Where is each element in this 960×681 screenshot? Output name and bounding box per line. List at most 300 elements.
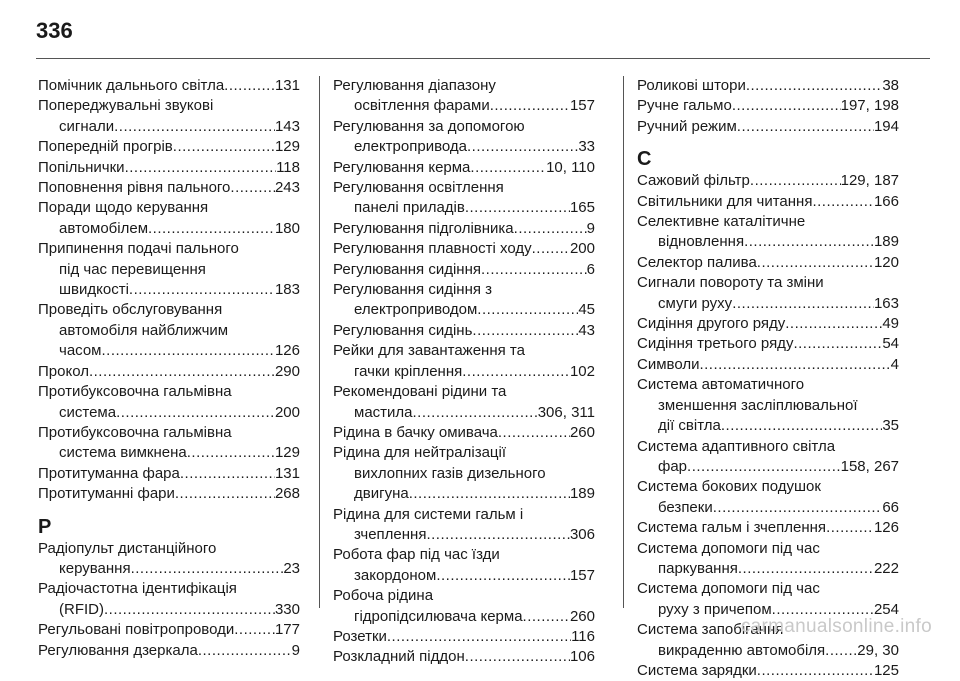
index-entry-text: Ручне гальмо bbox=[637, 97, 732, 115]
index-entry-line bbox=[38, 341, 300, 361]
index-entry-line bbox=[333, 321, 595, 341]
index-entry bbox=[333, 341, 595, 382]
index-page-ref: 177 bbox=[274, 621, 300, 639]
dot-leader bbox=[426, 525, 570, 545]
dot-leader bbox=[101, 341, 274, 361]
index-page-ref: 189 bbox=[873, 233, 899, 251]
index-entry-text: зчеплення bbox=[354, 525, 427, 543]
dot-leader bbox=[785, 314, 882, 334]
index-entry-text: Припинення подачі пального bbox=[38, 240, 239, 258]
index-page-ref: 118 bbox=[276, 158, 300, 176]
index-entry-text: автомобіля найближчим bbox=[59, 321, 229, 339]
index-page-ref: 131 bbox=[274, 464, 300, 482]
index-entry-line bbox=[333, 545, 595, 565]
index-entry-line bbox=[333, 239, 595, 259]
index-entry-text: система вимкнена bbox=[59, 444, 187, 462]
index-entry-text: панелі приладів bbox=[354, 199, 465, 217]
index-entry-text: гідропідсилювача керма bbox=[354, 607, 523, 625]
index-page-ref: 4 bbox=[890, 355, 899, 373]
index-entry-line bbox=[333, 300, 595, 320]
index-entry-line bbox=[637, 518, 899, 538]
index-entry bbox=[38, 300, 300, 361]
index-entry-text: Селективне каталітичне bbox=[637, 213, 806, 231]
index-entry-text: Попередній прогрів bbox=[38, 138, 173, 156]
dot-leader bbox=[744, 232, 874, 252]
dot-leader bbox=[713, 498, 883, 518]
index-entry-line bbox=[637, 212, 899, 232]
dot-leader bbox=[409, 484, 570, 504]
index-page-ref: 157 bbox=[569, 97, 595, 115]
index-entry bbox=[38, 539, 300, 580]
index-entry-text: Регульовані повітропроводи bbox=[38, 621, 235, 639]
index-entry bbox=[38, 423, 300, 464]
index-entry bbox=[637, 212, 899, 253]
index-entry-text: Сажовий фільтр bbox=[637, 172, 750, 190]
index-page-ref: 243 bbox=[274, 179, 300, 197]
index-entry-line bbox=[333, 137, 595, 157]
index-entry-line bbox=[333, 566, 595, 586]
dot-leader bbox=[721, 416, 882, 436]
index-column-2 bbox=[333, 76, 595, 668]
header-rule bbox=[36, 58, 930, 59]
index-page-ref: 129 bbox=[274, 444, 300, 462]
index-page-ref: 260 bbox=[569, 423, 595, 441]
index-entry-text: Регулювання сидіння з bbox=[333, 281, 493, 299]
index-entry-text: Роликові штори bbox=[637, 77, 746, 94]
index-entry-line bbox=[333, 403, 595, 423]
page-number: 336 bbox=[36, 18, 73, 43]
index-entry-line bbox=[38, 559, 300, 579]
dot-leader bbox=[465, 198, 570, 218]
index-entry-line bbox=[333, 586, 595, 606]
dot-leader bbox=[234, 620, 275, 640]
index-entry bbox=[333, 545, 595, 586]
dot-leader bbox=[746, 76, 882, 96]
index-entry bbox=[333, 382, 595, 423]
index-page-ref: 200 bbox=[569, 240, 595, 258]
index-entry-text: освітлення фарами bbox=[354, 97, 490, 115]
index-entry-line bbox=[333, 484, 595, 504]
index-entry-line bbox=[38, 158, 300, 178]
dot-leader bbox=[757, 253, 874, 273]
dot-leader bbox=[490, 96, 570, 116]
index-entry-text: Помічник дальнього світла bbox=[38, 77, 225, 94]
dot-leader bbox=[481, 260, 587, 280]
index-entry-line bbox=[38, 464, 300, 484]
index-entry-line bbox=[38, 620, 300, 640]
index-entry bbox=[333, 158, 595, 178]
index-entry-line bbox=[38, 423, 300, 443]
index-entry bbox=[637, 437, 899, 478]
index-entry bbox=[333, 505, 595, 546]
index-page-ref: 290 bbox=[274, 362, 300, 380]
index-entry bbox=[38, 96, 300, 137]
index-entry-line bbox=[637, 253, 899, 273]
index-page-ref: 43 bbox=[578, 321, 595, 339]
dot-leader bbox=[793, 334, 882, 354]
index-entry bbox=[38, 620, 300, 640]
index-entry bbox=[38, 382, 300, 423]
index-entry-text: керування bbox=[59, 559, 131, 577]
index-entry-line bbox=[38, 641, 300, 661]
index-entry-line bbox=[637, 559, 899, 579]
index-page-ref: 33 bbox=[578, 138, 595, 156]
dot-leader bbox=[732, 96, 841, 116]
index-entry-line bbox=[38, 239, 300, 259]
index-entry-text: Регулювання плавності ходу bbox=[333, 240, 532, 258]
dot-leader bbox=[89, 362, 275, 382]
index-page-ref: 29, 30 bbox=[857, 641, 899, 659]
watermark: carmanualsonline.info bbox=[740, 616, 932, 637]
dot-leader bbox=[148, 219, 275, 239]
index-entry-text: безпеки bbox=[658, 498, 713, 516]
index-page-ref: 49 bbox=[882, 315, 899, 333]
dot-leader bbox=[498, 423, 570, 443]
index-entry-text: під час перевищення bbox=[59, 260, 206, 278]
dot-leader bbox=[125, 158, 277, 178]
dot-leader bbox=[224, 76, 275, 96]
index-entry-line bbox=[333, 607, 595, 627]
index-entry-line bbox=[38, 219, 300, 239]
index-entry bbox=[637, 117, 899, 137]
index-entry bbox=[637, 477, 899, 518]
index-entry-line bbox=[333, 423, 595, 443]
index-page-ref: 180 bbox=[274, 219, 300, 237]
index-entry-text: Система адаптивного світла bbox=[637, 437, 836, 455]
dot-leader bbox=[413, 403, 538, 423]
index-page-ref: 183 bbox=[274, 281, 300, 299]
index-entry bbox=[637, 375, 899, 436]
index-entry-text: Протибуксовочна гальмівна bbox=[38, 383, 232, 401]
index-entry-text: Світильники для читання bbox=[637, 192, 813, 210]
index-page-ref: 131 bbox=[274, 77, 300, 94]
index-entry-text: Поради щодо керування bbox=[38, 199, 209, 217]
index-page-ref: 189 bbox=[569, 485, 595, 503]
index-entry-line bbox=[637, 416, 899, 436]
index-page-ref: 306, 311 bbox=[537, 403, 595, 421]
index-entry-line bbox=[637, 477, 899, 497]
index-entry-line bbox=[637, 96, 899, 116]
index-entry bbox=[333, 321, 595, 341]
column-divider bbox=[319, 76, 320, 608]
dot-leader bbox=[467, 137, 578, 157]
index-entry-line bbox=[637, 641, 899, 661]
index-entry-text: Система автоматичного bbox=[637, 376, 805, 394]
dot-leader bbox=[737, 117, 874, 137]
index-entry-text: Регулювання керма bbox=[333, 158, 471, 176]
index-entry-text: Регулювання діапазону bbox=[333, 77, 496, 94]
dot-leader bbox=[104, 600, 275, 620]
index-entry bbox=[637, 76, 899, 96]
index-entry bbox=[333, 647, 595, 667]
index-page-ref: 54 bbox=[882, 335, 899, 353]
index-entry-text: Розкладний піддон bbox=[333, 648, 465, 666]
index-entry-line bbox=[38, 300, 300, 320]
index-entry bbox=[333, 239, 595, 259]
dot-leader bbox=[470, 158, 546, 178]
index-entry-text: паркування bbox=[658, 559, 738, 577]
index-entry bbox=[333, 627, 595, 647]
index-entry-line bbox=[38, 362, 300, 382]
dot-leader bbox=[738, 559, 874, 579]
index-entry bbox=[637, 314, 899, 334]
dot-leader bbox=[387, 627, 571, 647]
index-entry-text: Робоча рідина bbox=[333, 587, 434, 605]
index-page-ref: 126 bbox=[274, 342, 300, 360]
index-page-ref: 158, 267 bbox=[840, 457, 899, 475]
index-entry-line bbox=[637, 117, 899, 137]
dot-leader bbox=[198, 641, 292, 661]
index-entry bbox=[38, 137, 300, 157]
dot-leader bbox=[131, 559, 284, 579]
index-entry-text: Система гальм і зчеплення bbox=[637, 519, 827, 537]
index-entry-text: автомобілем bbox=[59, 219, 149, 237]
index-entry bbox=[38, 198, 300, 239]
index-page-ref: 166 bbox=[873, 192, 899, 210]
dot-leader bbox=[116, 403, 275, 423]
index-entry bbox=[38, 362, 300, 382]
index-entry-text: Сидіння другого ряду bbox=[637, 315, 786, 333]
index-page-ref: 194 bbox=[873, 117, 899, 135]
index-entry bbox=[637, 273, 899, 314]
dot-leader bbox=[699, 355, 890, 375]
index-page-ref: 9 bbox=[586, 219, 595, 237]
index-entry-line bbox=[637, 375, 899, 395]
index-page-ref: 120 bbox=[873, 253, 899, 271]
index-entry-text: гачки кріплення bbox=[354, 362, 463, 380]
dot-leader bbox=[532, 239, 570, 259]
index-entry bbox=[38, 464, 300, 484]
index-entry bbox=[637, 334, 899, 354]
index-page-ref: 66 bbox=[882, 498, 899, 516]
dot-leader bbox=[462, 362, 570, 382]
index-page-ref: 157 bbox=[569, 566, 595, 584]
index-page-ref: 6 bbox=[586, 260, 595, 278]
index-entry bbox=[637, 355, 899, 375]
index-entry-line bbox=[333, 464, 595, 484]
index-entry-text: Протитуманна фара bbox=[38, 464, 180, 482]
index-entry-text: руху з причепом bbox=[658, 600, 772, 618]
index-entry-line bbox=[38, 443, 300, 463]
index-entry-text: Робота фар під час їзди bbox=[333, 546, 500, 564]
index-entry-text: Ручний режим bbox=[637, 117, 737, 135]
index-page-ref: 254 bbox=[873, 600, 899, 618]
index-page-ref: 129 bbox=[274, 138, 300, 156]
dot-leader bbox=[472, 321, 578, 341]
index-entry bbox=[38, 579, 300, 620]
index-entry-text: двигуна bbox=[354, 485, 409, 503]
index-page-ref: 165 bbox=[569, 199, 595, 217]
index-page-ref: 143 bbox=[274, 117, 300, 135]
index-entry bbox=[38, 76, 300, 96]
index-page-ref: 268 bbox=[274, 485, 300, 503]
dot-leader bbox=[129, 280, 275, 300]
index-entry bbox=[38, 641, 300, 661]
index-entry bbox=[333, 586, 595, 627]
index-page-ref: 260 bbox=[569, 607, 595, 625]
index-page-ref: 116 bbox=[571, 627, 595, 645]
index-entry-line bbox=[38, 403, 300, 423]
index-page-ref: 197, 198 bbox=[840, 97, 899, 115]
index-entry-text: Протибуксовочна гальмівна bbox=[38, 423, 232, 441]
index-page-ref: 10, 110 bbox=[546, 158, 595, 176]
index-entry-text: (RFID) bbox=[59, 600, 104, 618]
index-entry bbox=[38, 484, 300, 504]
index-entry-line bbox=[637, 232, 899, 252]
dot-leader bbox=[523, 607, 570, 627]
index-page-ref: 38 bbox=[882, 77, 899, 94]
index-page-ref: 163 bbox=[873, 294, 899, 312]
index-entry-line bbox=[333, 505, 595, 525]
index-entry-text: смуги руху bbox=[658, 294, 733, 312]
index-entry-text: зменшення засліплювальної bbox=[658, 396, 858, 414]
index-entry-text: електроприводом bbox=[354, 301, 478, 319]
index-entry-text: мастила bbox=[354, 403, 413, 421]
index-entry bbox=[637, 192, 899, 212]
index-entry-text: Регулювання сидіння bbox=[333, 260, 481, 278]
index-entry-line bbox=[333, 443, 595, 463]
index-entry-line bbox=[637, 273, 899, 293]
dot-leader bbox=[114, 117, 275, 137]
index-entry-line bbox=[333, 117, 595, 137]
index-page-ref: 125 bbox=[873, 661, 899, 679]
index-entry-text: Прокол bbox=[38, 362, 89, 380]
index-entry bbox=[333, 280, 595, 321]
index-entry-line bbox=[637, 396, 899, 416]
index-entry-text: електропривода bbox=[354, 138, 467, 156]
index-page-ref: 35 bbox=[882, 417, 899, 435]
index-entry bbox=[333, 423, 595, 443]
dot-leader bbox=[477, 300, 578, 320]
index-entry-line bbox=[333, 178, 595, 198]
index-entry-line bbox=[637, 334, 899, 354]
index-entry-text: Радіопульт дистанційного bbox=[38, 539, 217, 557]
index-entry-line bbox=[333, 647, 595, 667]
index-page-ref: 106 bbox=[569, 648, 595, 666]
index-entry-text: Рідина для системи гальм і bbox=[333, 505, 524, 523]
index-entry-text: Розетки bbox=[333, 627, 387, 645]
index-entry-line bbox=[38, 96, 300, 116]
dot-leader bbox=[187, 443, 275, 463]
index-entry bbox=[333, 260, 595, 280]
index-entry-text: Система бокових подушок bbox=[637, 478, 821, 496]
index-entry-line bbox=[333, 362, 595, 382]
index-entry-line bbox=[333, 341, 595, 361]
index-page-ref: 222 bbox=[873, 559, 899, 577]
dot-leader bbox=[826, 518, 874, 538]
index-entry-line bbox=[637, 314, 899, 334]
index-entry-text: Система допомоги під час bbox=[637, 539, 820, 557]
index-entry-text: швидкості bbox=[59, 281, 129, 299]
index-page-ref: 9 bbox=[291, 641, 300, 659]
index-entry-line bbox=[38, 539, 300, 559]
index-entry-text: система bbox=[59, 403, 117, 421]
index-entry-text: Рідина для нейтралізації bbox=[333, 444, 507, 462]
index-column-1 bbox=[38, 76, 300, 661]
index-entry-text: вихлопних газів дизельного bbox=[354, 464, 546, 482]
index-entry-text: Регулювання підголівника bbox=[333, 219, 514, 237]
index-entry-text: Регулювання освітлення bbox=[333, 179, 504, 197]
index-page-ref: 200 bbox=[274, 403, 300, 421]
index-entry-text: Сидіння третього ряду bbox=[637, 335, 794, 353]
index-entry bbox=[38, 178, 300, 198]
index-entry-text: Сигнали повороту та зміни bbox=[637, 274, 824, 292]
index-entry-line bbox=[637, 579, 899, 599]
index-entry-line bbox=[637, 437, 899, 457]
index-entry-text: Система зарядки bbox=[637, 661, 757, 679]
column-divider bbox=[623, 76, 624, 608]
index-entry-text: Символи bbox=[637, 355, 700, 373]
dot-leader bbox=[750, 171, 841, 191]
index-entry-line bbox=[38, 484, 300, 504]
index-entry-line bbox=[637, 192, 899, 212]
index-entry-line bbox=[38, 579, 300, 599]
index-page-ref: 102 bbox=[569, 362, 595, 380]
index-entry-line bbox=[38, 280, 300, 300]
index-entry-line bbox=[38, 260, 300, 280]
index-entry-text: Радіочастотна ідентифікація bbox=[38, 580, 237, 598]
index-entry-text: сигнали bbox=[59, 117, 115, 135]
dot-leader bbox=[230, 178, 275, 198]
dot-leader bbox=[812, 192, 874, 212]
index-entry-text: Регулювання сидінь bbox=[333, 321, 473, 339]
index-entry bbox=[637, 518, 899, 538]
index-entry-line bbox=[637, 76, 899, 96]
dot-leader bbox=[757, 661, 874, 681]
index-entry bbox=[38, 158, 300, 178]
dot-leader bbox=[180, 464, 275, 484]
index-entry-line bbox=[637, 498, 899, 518]
index-entry-line bbox=[333, 76, 595, 96]
dot-leader bbox=[173, 137, 275, 157]
index-entry-line bbox=[38, 76, 300, 96]
index-page-ref: 306 bbox=[569, 525, 595, 543]
index-page-ref: 45 bbox=[578, 301, 595, 319]
dot-leader bbox=[175, 484, 275, 504]
index-entry bbox=[637, 661, 899, 681]
index-entry-text: закордоном bbox=[354, 566, 437, 584]
index-entry-line bbox=[333, 627, 595, 647]
index-entry-text: Регулювання дзеркала bbox=[38, 641, 198, 659]
index-entry-line bbox=[637, 171, 899, 191]
index-entry-text: Поповнення рівня пального bbox=[38, 179, 231, 197]
index-page-ref: 129, 187 bbox=[840, 172, 899, 190]
index-entry-text: часом bbox=[59, 342, 102, 360]
index-entry-text: Регулювання за допомогою bbox=[333, 117, 525, 135]
index-entry bbox=[333, 117, 595, 158]
index-entry bbox=[38, 239, 300, 300]
index-entry bbox=[637, 539, 899, 580]
index-page-ref: 126 bbox=[873, 519, 899, 537]
index-entry bbox=[333, 219, 595, 239]
index-entry bbox=[333, 76, 595, 117]
dot-leader bbox=[687, 457, 841, 477]
index-entry bbox=[637, 253, 899, 273]
index-entry-text: Рідина в бачку омивача bbox=[333, 423, 498, 441]
index-entry-line bbox=[38, 321, 300, 341]
index-entry-text: Проведіть обслуговування bbox=[38, 301, 223, 319]
index-entry-line bbox=[637, 355, 899, 375]
section-letter: С bbox=[637, 148, 652, 171]
index-entry-text: відновлення bbox=[658, 233, 745, 251]
index-entry bbox=[637, 579, 899, 620]
index-entry-line bbox=[333, 525, 595, 545]
index-entry-line bbox=[637, 661, 899, 681]
index-entry-text: дії світла bbox=[658, 417, 721, 435]
index-entry-line bbox=[333, 280, 595, 300]
index-entry-line bbox=[38, 198, 300, 218]
index-entry-text: Селектор палива bbox=[637, 253, 757, 271]
